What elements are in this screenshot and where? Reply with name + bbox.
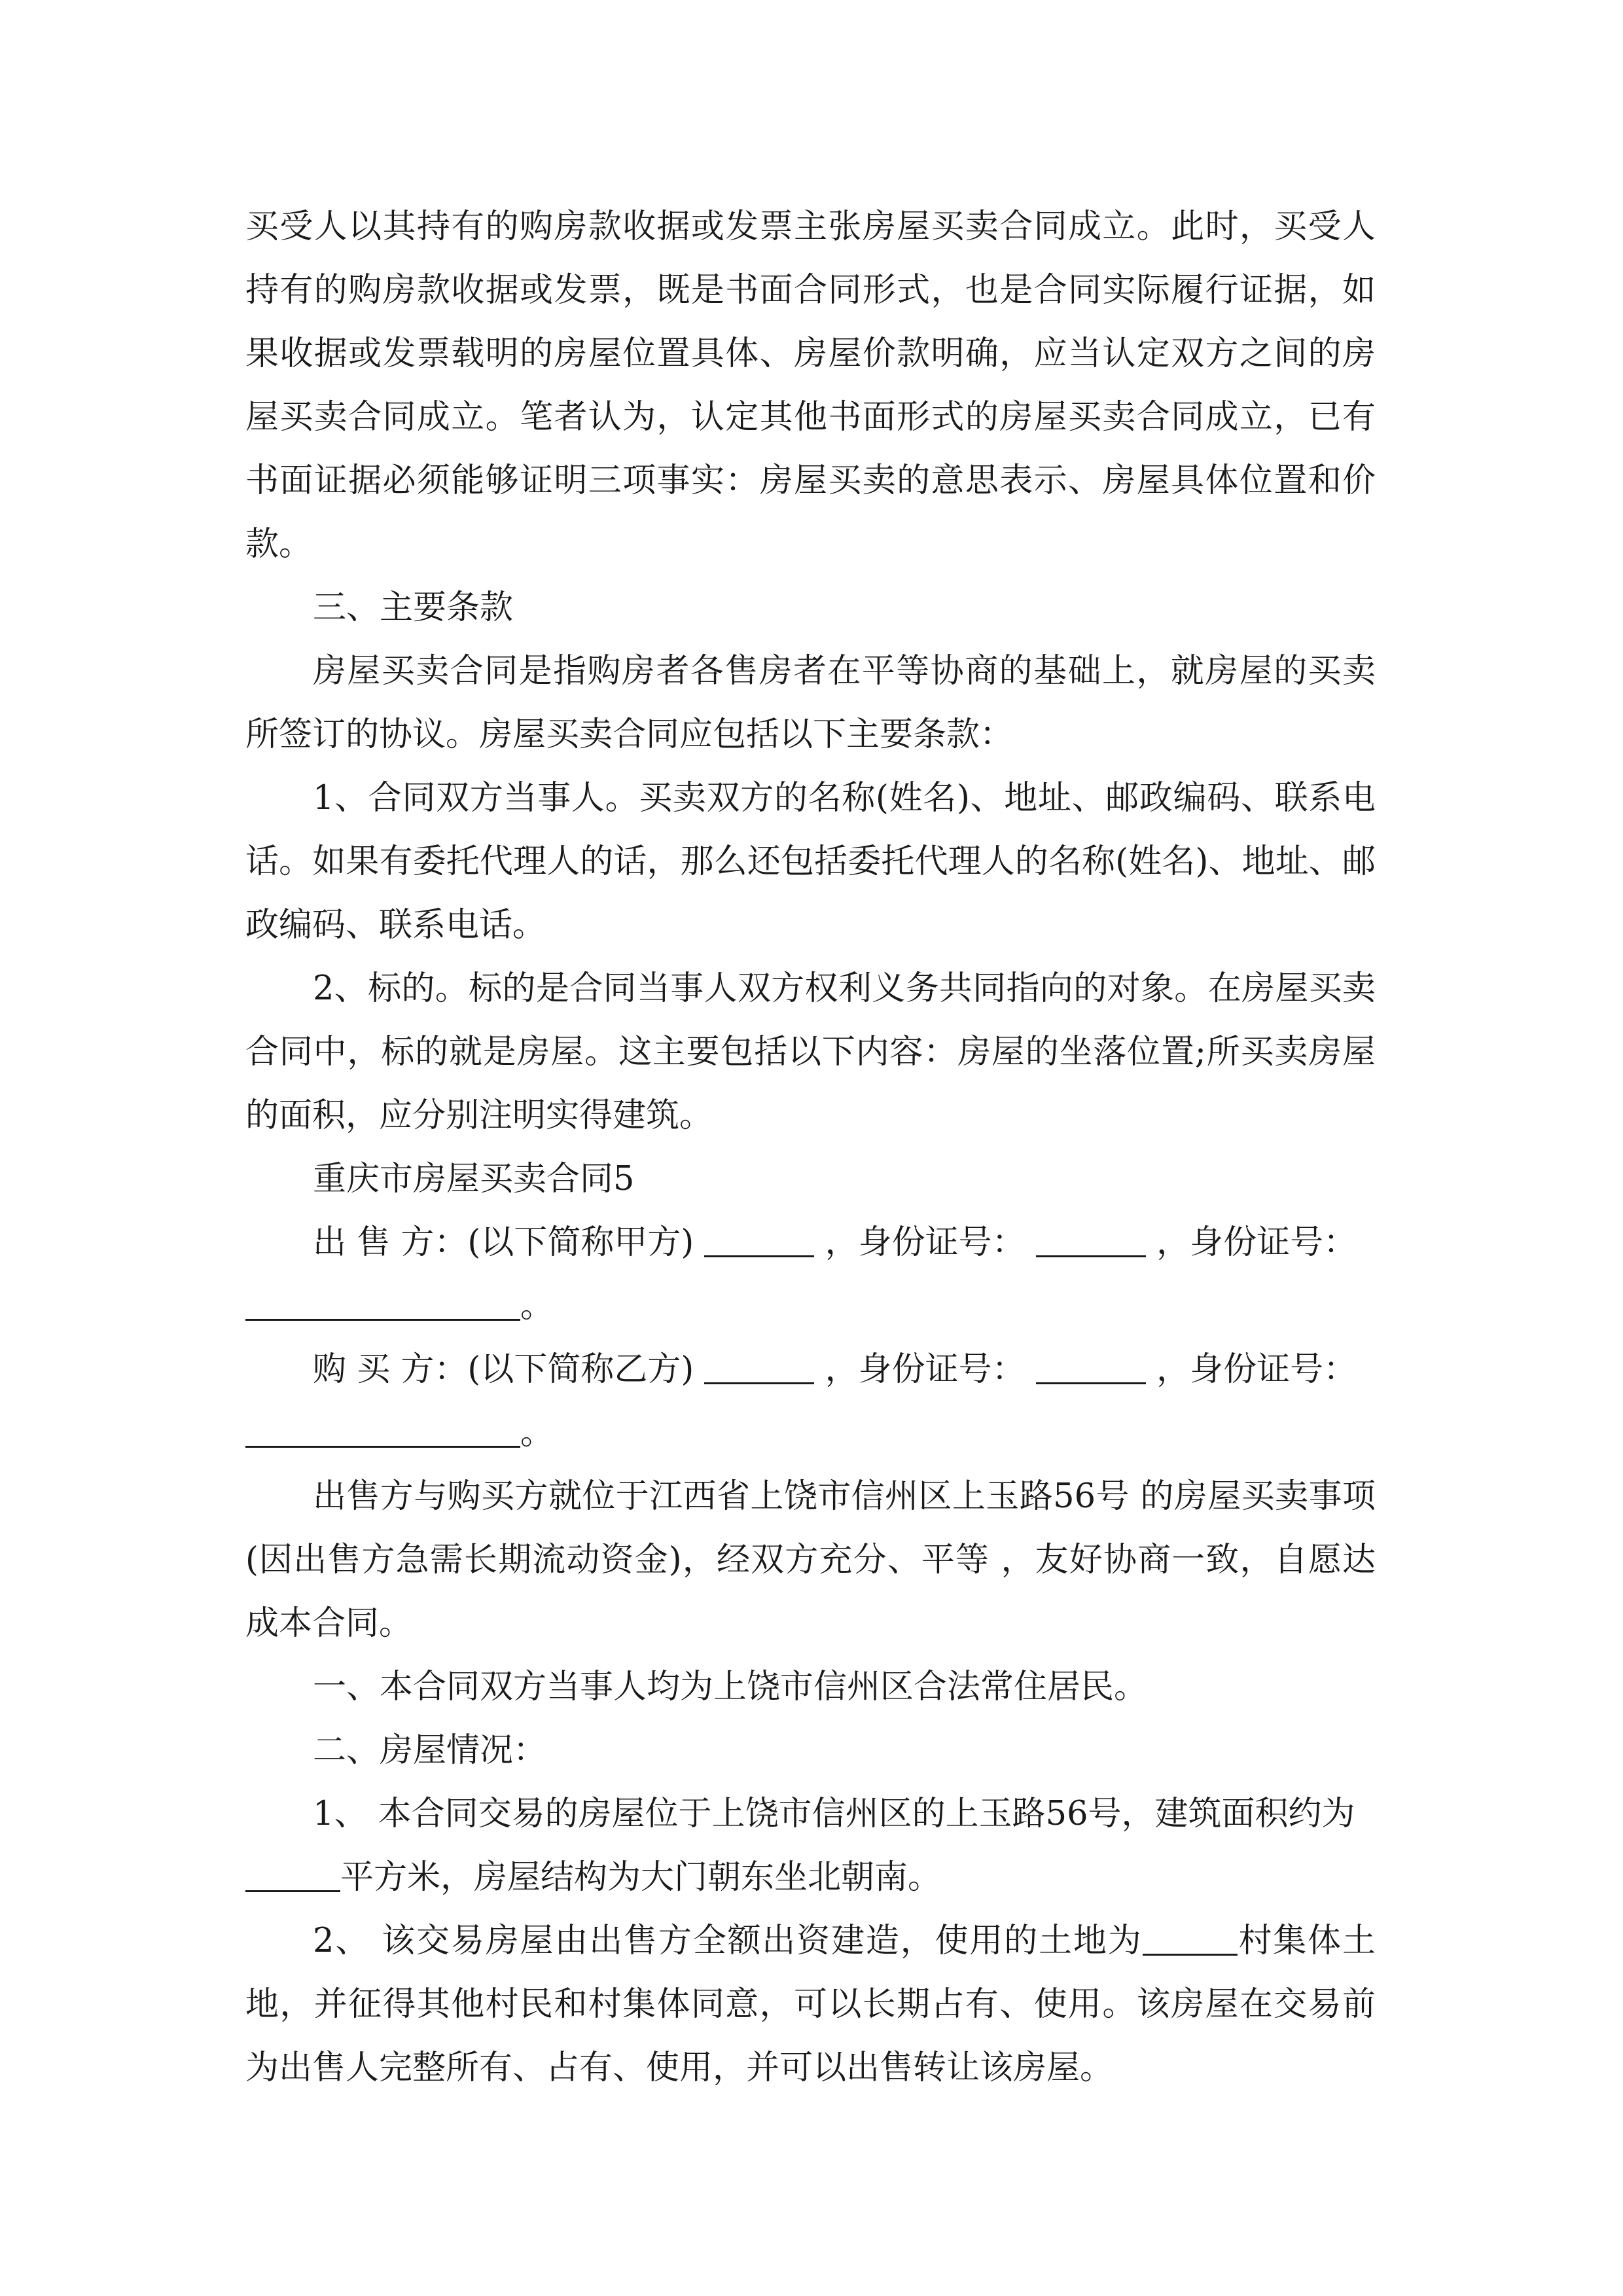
house-item-2-text-b: 村集体土地，并征得其他村民和村集体同意，可以长期占有、使用。该房屋在交易前为出售人完整所有、占有、使用，并可以出售转让该房屋。: [245, 1922, 1376, 2087]
seller-id-blank: [1036, 1224, 1146, 1257]
buyer-name-blank: [704, 1351, 814, 1384]
buyer-id-blank: [1036, 1351, 1146, 1384]
house-item-2-text-a: 2、 该交易房屋由出售方全额出资建造，使用的土地为: [313, 1922, 1143, 1960]
house-item-1-text-a: 1、 本合同交易的房屋位于上饶市信州区的上玉路56号，建筑面积约为: [313, 1795, 1355, 1833]
buyer-id-label: ，身份证号：: [825, 1350, 1026, 1389]
contract-title: 重庆市房屋买卖合同5: [313, 1160, 635, 1198]
buyer-id-label-2: ，身份证号：: [1156, 1350, 1357, 1389]
buyer-end-mark: 。: [520, 1414, 554, 1452]
term-item-parties: 1、合同双方当事人。买卖双方的名称(姓名)、地址、邮政编码、联系电话。如果有委托代理人的话，那么还包括委托代理人的名称(姓名)、地址、邮政编码、联系电话。: [245, 779, 1376, 944]
seller-id-label: ，身份证号：: [825, 1223, 1026, 1262]
buyer-label: 购 买 方：(以下简称乙方): [313, 1350, 694, 1389]
clause-one: 一、本合同双方当事人均为上饶市信州区合法常住居民。: [313, 1668, 1148, 1706]
house-item-2: [245, 1909, 1376, 2100]
seller-id-label-2: ，身份证号：: [1156, 1223, 1357, 1262]
paragraph-terms-definition: 房屋买卖合同是指购房者各售房者在平等协商的基础上，就房屋的买卖所签订的协议。房屋买卖合同应包括以下主要条款：: [245, 652, 1376, 754]
seller-end-mark: 。: [520, 1287, 554, 1325]
seller-name-blank: [704, 1224, 814, 1257]
seller-line: [245, 1211, 1376, 1338]
area-blank: [245, 1859, 340, 1892]
buyer-id-blank-2: [245, 1414, 520, 1448]
clause-two-heading: 二、房屋情况：: [313, 1731, 547, 1770]
paragraph-receipt-evidence: 买受人以其持有的购房款收据或发票主张房屋买卖合同成立。此时，买受人持有的购房款收据或发票，既是书面合同形式，也是合同实际履行证据，如果收据或发票载明的房屋位置具体、房屋价款明确，应当认定双方之间的房屋买卖合同成立。笔者认为，认定其他书面形式的房屋买卖合同成立，已有书面证据必须能够证明三项事实：房屋买卖的意思表示、房屋具体位置和价款。: [245, 207, 1376, 564]
buyer-line: [245, 1338, 1376, 1465]
house-item-1-text-b: 平方米，房屋结构为大门朝东坐北朝南。: [340, 1858, 942, 1897]
seller-label: 出 售 方：(以下简称甲方): [313, 1223, 694, 1262]
contract-intro: 出售方与购买方就位于江西省上饶市信州区上玉路56号 的房屋买卖事项(因出售方急需长期流动资金)，经双方充分、平等 ，友好协商一致，自愿达成本合同。: [245, 1477, 1376, 1643]
seller-id-blank-2: [245, 1287, 520, 1321]
house-item-1: [245, 1782, 1376, 1909]
land-owner-blank: [1143, 1922, 1238, 1956]
term-item-subject: 2、标的。标的是合同当事人双方权利义务共同指向的对象。在房屋买卖合同中，标的就是房屋。这主要包括以下内容：房屋的坐落位置;所买卖房屋的面积，应分别注明实得建筑。: [245, 969, 1376, 1135]
heading-main-terms: 三、主要条款: [313, 588, 514, 627]
